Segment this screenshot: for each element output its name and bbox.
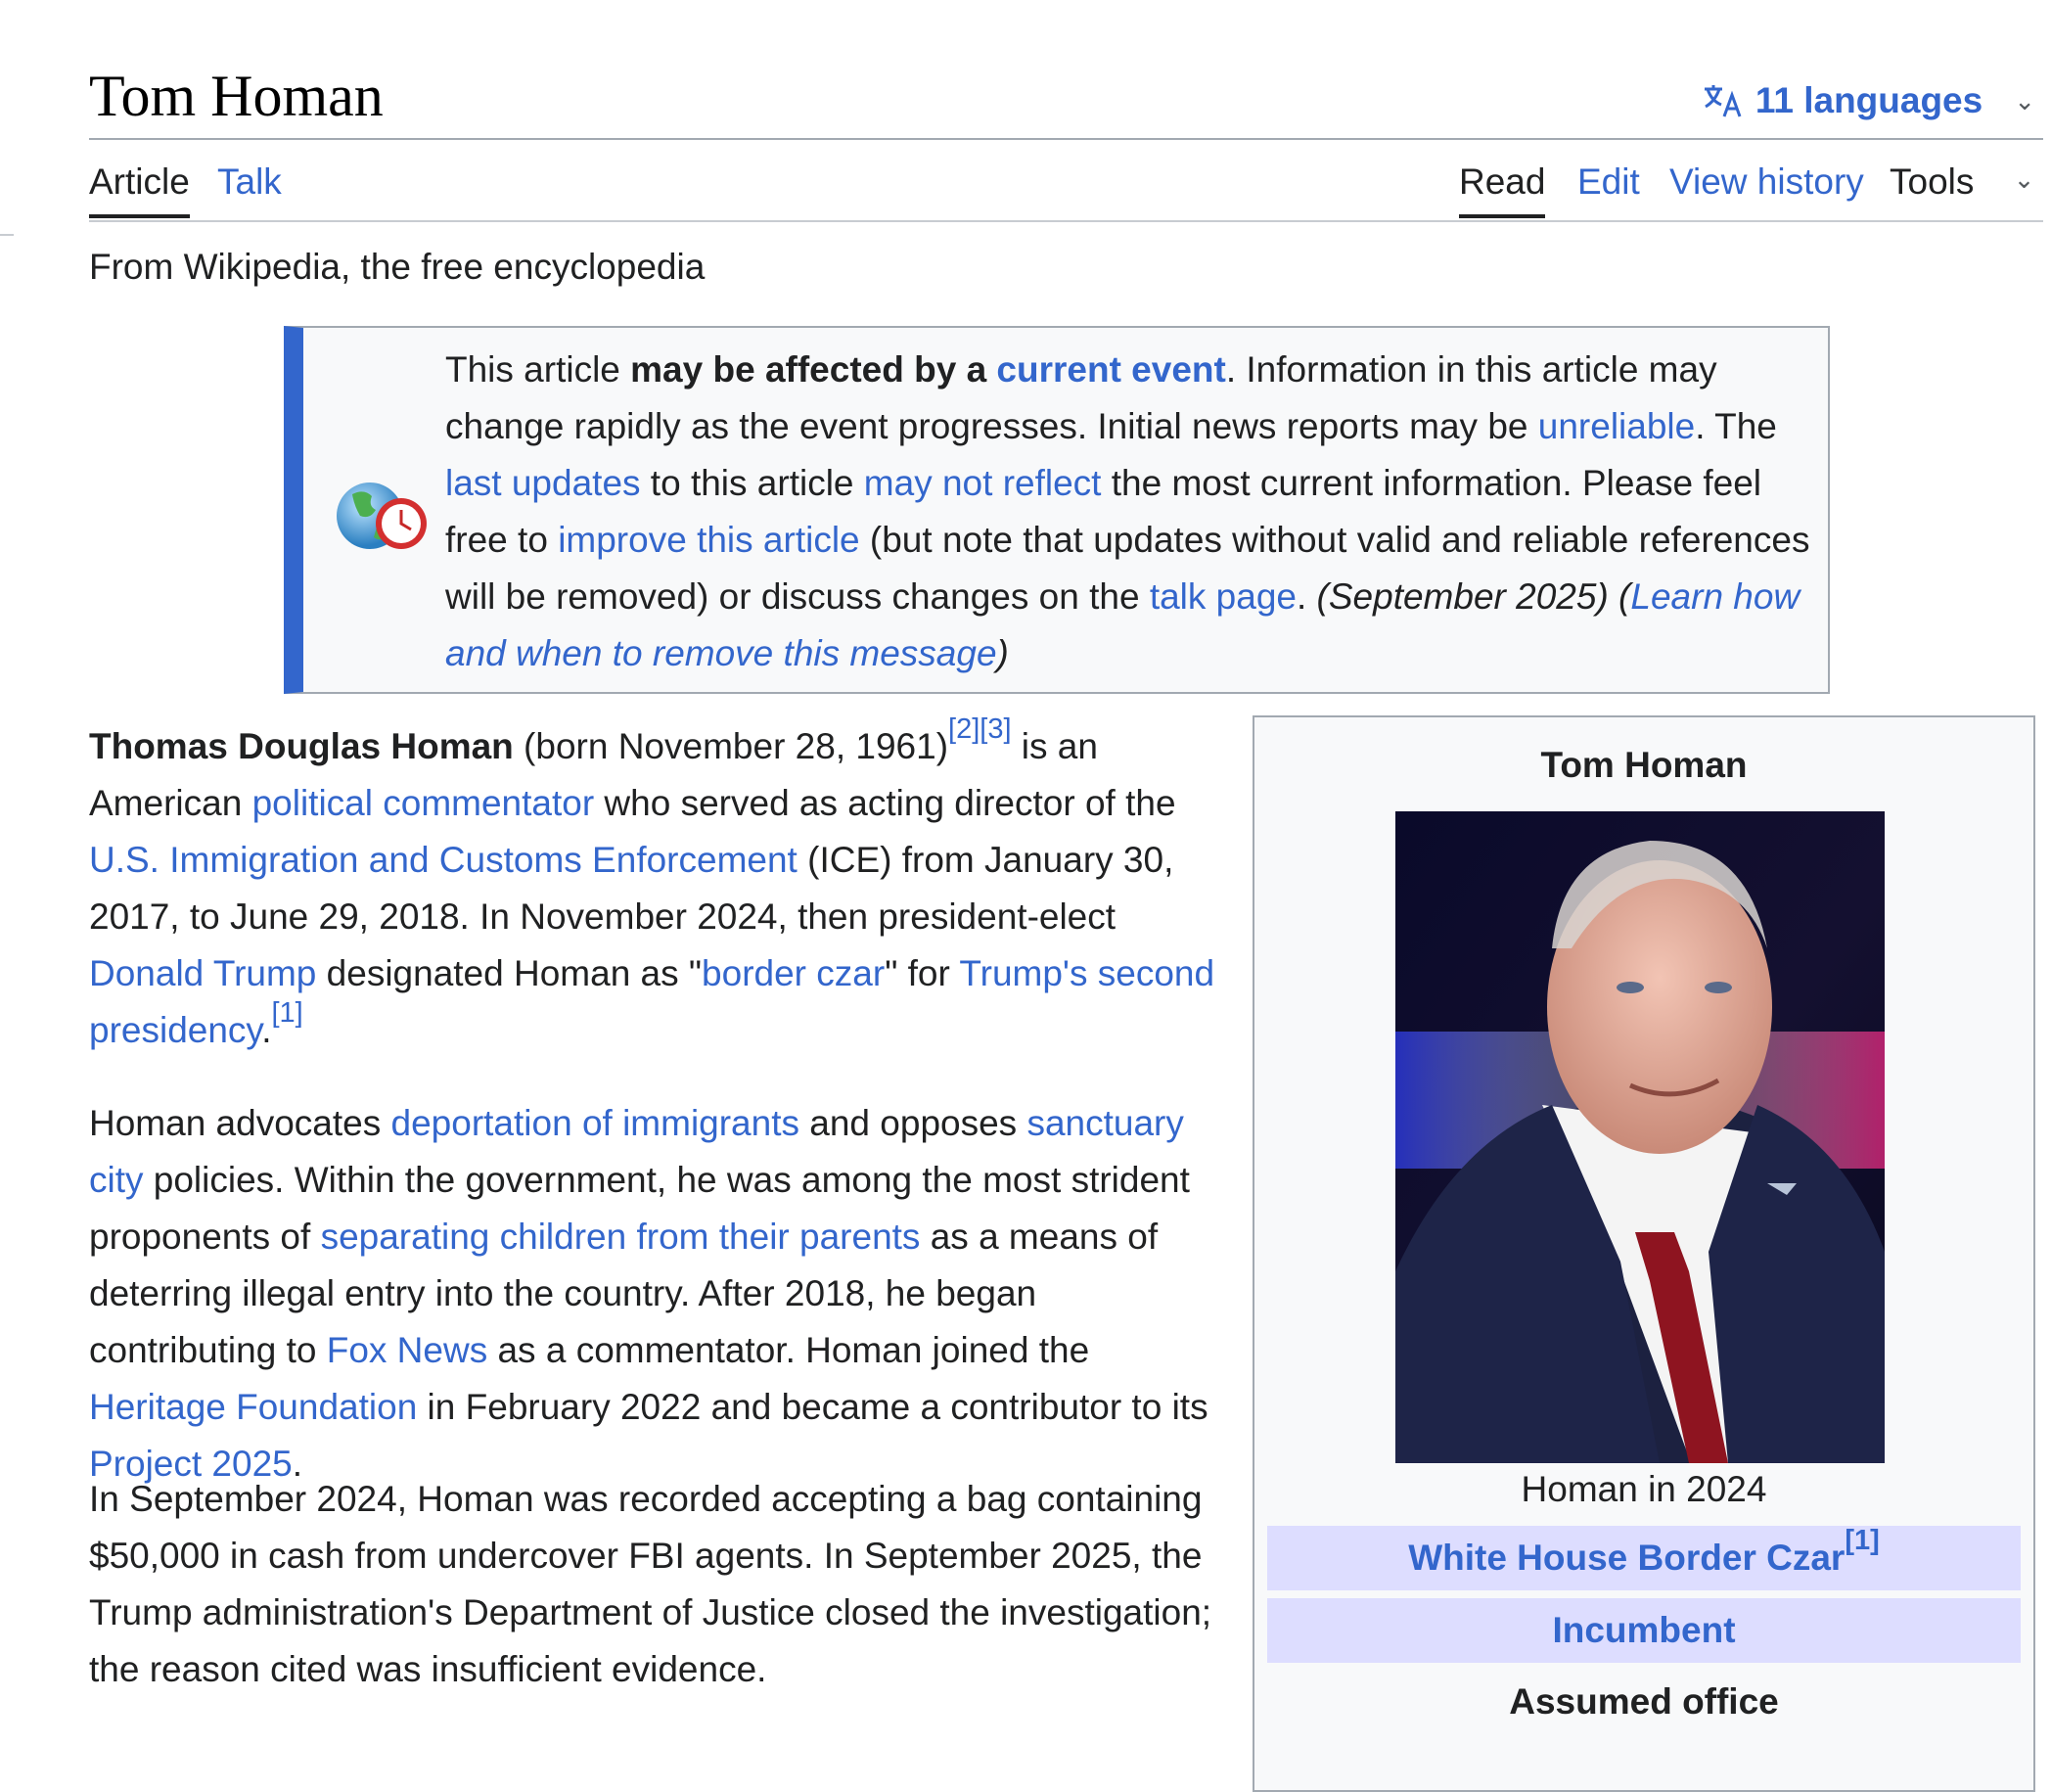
tools-menu[interactable]: Tools ⌄ xyxy=(1890,161,2035,202)
portrait-caption: Homan in 2024 xyxy=(1521,1469,1767,1509)
tab-talk[interactable]: Talk xyxy=(217,161,282,202)
link-fox-news[interactable]: Fox News xyxy=(326,1330,488,1370)
portrait-image[interactable] xyxy=(1395,811,1885,1463)
translate-icon xyxy=(1703,83,1744,118)
link-ice[interactable]: U.S. Immigration and Customs Enforcement xyxy=(89,840,798,880)
ref-2[interactable]: [2] xyxy=(948,712,980,745)
link-sanctuary-city[interactable]: sanctuary city xyxy=(89,1103,1184,1200)
current-event-notice xyxy=(284,326,1830,694)
link-project-2025[interactable]: Project 2025 xyxy=(89,1444,293,1484)
link-unreliable[interactable]: unreliable xyxy=(1537,406,1696,446)
chevron-down-icon: ⌄ xyxy=(2013,164,2035,194)
link-deportation[interactable]: deportation of immigrants xyxy=(390,1103,799,1143)
tab-view-history[interactable]: View history xyxy=(1669,161,1864,202)
tabs-divider xyxy=(89,220,2043,222)
tab-edit[interactable]: Edit xyxy=(1577,161,1640,202)
ref-1[interactable]: [1] xyxy=(271,996,303,1029)
languages-label: 11 languages xyxy=(1755,80,1983,120)
link-current-event[interactable]: current event xyxy=(996,349,1226,390)
infobox xyxy=(1253,715,2035,1792)
page-title: Tom Homan xyxy=(89,64,384,128)
link-second-presidency[interactable]: Trump's second presidency xyxy=(89,953,1215,1050)
tab-read[interactable]: Read xyxy=(1459,161,1546,202)
link-improve-article[interactable]: improve this article xyxy=(558,520,860,560)
incumbent-band xyxy=(1267,1598,2021,1663)
assumed-office-label: Assumed office xyxy=(1509,1681,1779,1722)
lead-paragraph-3: In September 2024, Homan was recorded accepting a bag containing $50,000 in cash from undercover FBI agents. In September 2025, the Trump administration's Department of Justice closed the investigation; the reason cited was insufficient evidence. xyxy=(89,1479,1212,1689)
link-incumbent[interactable]: Incumbent xyxy=(1552,1610,1736,1650)
notice-text: This article may be affected by a current event. Information in this article may change rapidly as the event progresses. Initial news reports may be unreliable. The last updates to this article may not reflect the most current information. Please feel free to improve this article (but note that updates without valid and reliable references will be removed) or discuss changes on the talk page. (September 2025) (Learn how and when to remove this message) xyxy=(445,349,1810,673)
link-border-czar-office[interactable]: White House Border Czar xyxy=(1408,1538,1846,1578)
chevron-down-icon: ⌄ xyxy=(2014,85,2035,115)
language-selector[interactable] xyxy=(1703,80,2035,121)
lead-paragraph-1: Thomas Douglas Homan (born November 28, 1961)[2][3] is an American political commentator who served as acting director of the U.S. Immigration and Customs Enforcement (ICE) from January 30, 2017, to June 29, 2018. In November 2024, then president-elect Donald Trump designated Homan as "border czar" for Trump's second presidency.[1] xyxy=(89,712,1215,1050)
link-donald-trump[interactable]: Donald Trump xyxy=(89,953,317,993)
site-tagline: From Wikipedia, the free encyclopedia xyxy=(89,247,706,287)
link-political-commentator[interactable]: political commentator xyxy=(251,783,595,823)
infobox-title: Tom Homan xyxy=(1540,745,1748,785)
tab-article[interactable]: Article xyxy=(89,161,190,202)
link-heritage-foundation[interactable]: Heritage Foundation xyxy=(89,1387,418,1427)
ref-3[interactable]: [3] xyxy=(980,712,1012,745)
ref-1-infobox[interactable]: [1] xyxy=(1845,1524,1880,1556)
link-border-czar[interactable]: border czar xyxy=(702,953,886,993)
lead-paragraph-2: Homan advocates deportation of immigrants and opposes sanctuary city policies. Within the government, he was among the most strident proponents of separating children from their parents as a means of deterring illegal entry into the country. After 2018, he began contributing to Fox News as a commentator. Homan joined the Heritage Foundation in February 2022 and became a contributor to its Project 2025. xyxy=(89,1103,1208,1484)
office-header xyxy=(1267,1526,2021,1590)
link-learn-remove[interactable]: Learn how and when to remove this message xyxy=(445,576,1800,673)
link-last-updates[interactable]: last updates xyxy=(445,463,641,503)
link-talk-page[interactable]: talk page xyxy=(1149,576,1297,617)
link-may-not-reflect[interactable]: may not reflect xyxy=(863,463,1102,503)
globe-clock-icon xyxy=(333,477,431,555)
sidebar-edge-divider xyxy=(0,234,14,236)
title-divider xyxy=(89,138,2043,140)
link-family-separation[interactable]: separating children from their parents xyxy=(320,1217,921,1257)
